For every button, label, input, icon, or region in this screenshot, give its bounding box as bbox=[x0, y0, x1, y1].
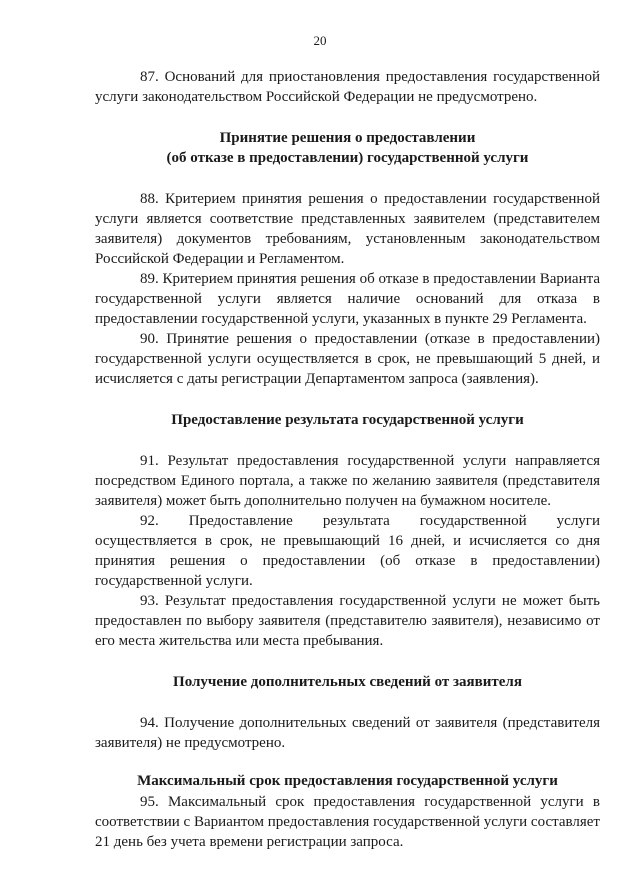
heading-decision-line-2: (об отказе в предоставлении) государственной услуги bbox=[166, 150, 529, 166]
heading-result: Предоставление результата государственной услуги bbox=[171, 412, 524, 428]
paragraph-94: 94. Получение дополнительных сведений от заявителя (представителя заявителя) не предусмотрено. bbox=[95, 715, 600, 751]
paragraph-88: 88. Критерием принятия решения о предоставлении государственной услуги является соответствие представленных заявителем (представителем заявителя) документов требованиям, установленным законодательством Российской Федерации и Регламентом. bbox=[95, 191, 600, 267]
heading-additional-info: Получение дополнительных сведений от заявителя bbox=[173, 674, 522, 690]
paragraph-87: 87. Оснований для приостановления предоставления государственной услуги законодательством Российской Федерации не предусмотрено. bbox=[95, 69, 600, 105]
paragraph-92: 92. Предоставление результата государственной услуги осуществляется в срок, не превышающий 16 дней, и исчисляется со дня принятия решения о предоставлении (об отказе в предоставлении) государственной услуги. bbox=[95, 513, 600, 589]
paragraph-90: 90. Принятие решения о предоставлении (отказе в предоставлении) государственной услуги осуществляется в срок, не превышающий 5 дней, и исчисляется с даты регистрации Департаментом запроса (заявления). bbox=[95, 331, 600, 387]
paragraph-89: 89. Критерием принятия решения об отказе в предоставлении Варианта государственной услуги является наличие оснований для отказа в предоставлении государственной услуги, указанных в пункте 29 Регламента. bbox=[95, 271, 600, 327]
heading-max-term: Максимальный срок предоставления государственной услуги bbox=[137, 773, 558, 789]
paragraph-93: 93. Результат предоставления государственной услуги не может быть предоставлен по выбору заявителя (представителю заявителя), независимо от его места жительства или места пребывания. bbox=[95, 593, 600, 649]
paragraph-95: 95. Максимальный срок предоставления государственной услуги в соответствии с Вариантом предоставления государственной услуги составляет 21 день без учета времени регистрации запроса. bbox=[95, 794, 600, 850]
heading-decision-line-1: Принятие решения о предоставлении bbox=[219, 130, 476, 146]
page-number: 20 bbox=[313, 33, 327, 48]
paragraph-91: 91. Результат предоставления государственной услуги направляется посредством Единого портала, а также по желанию заявителя (представителя заявителя) может быть дополнительно получен на бумажном носителе. bbox=[95, 453, 600, 509]
